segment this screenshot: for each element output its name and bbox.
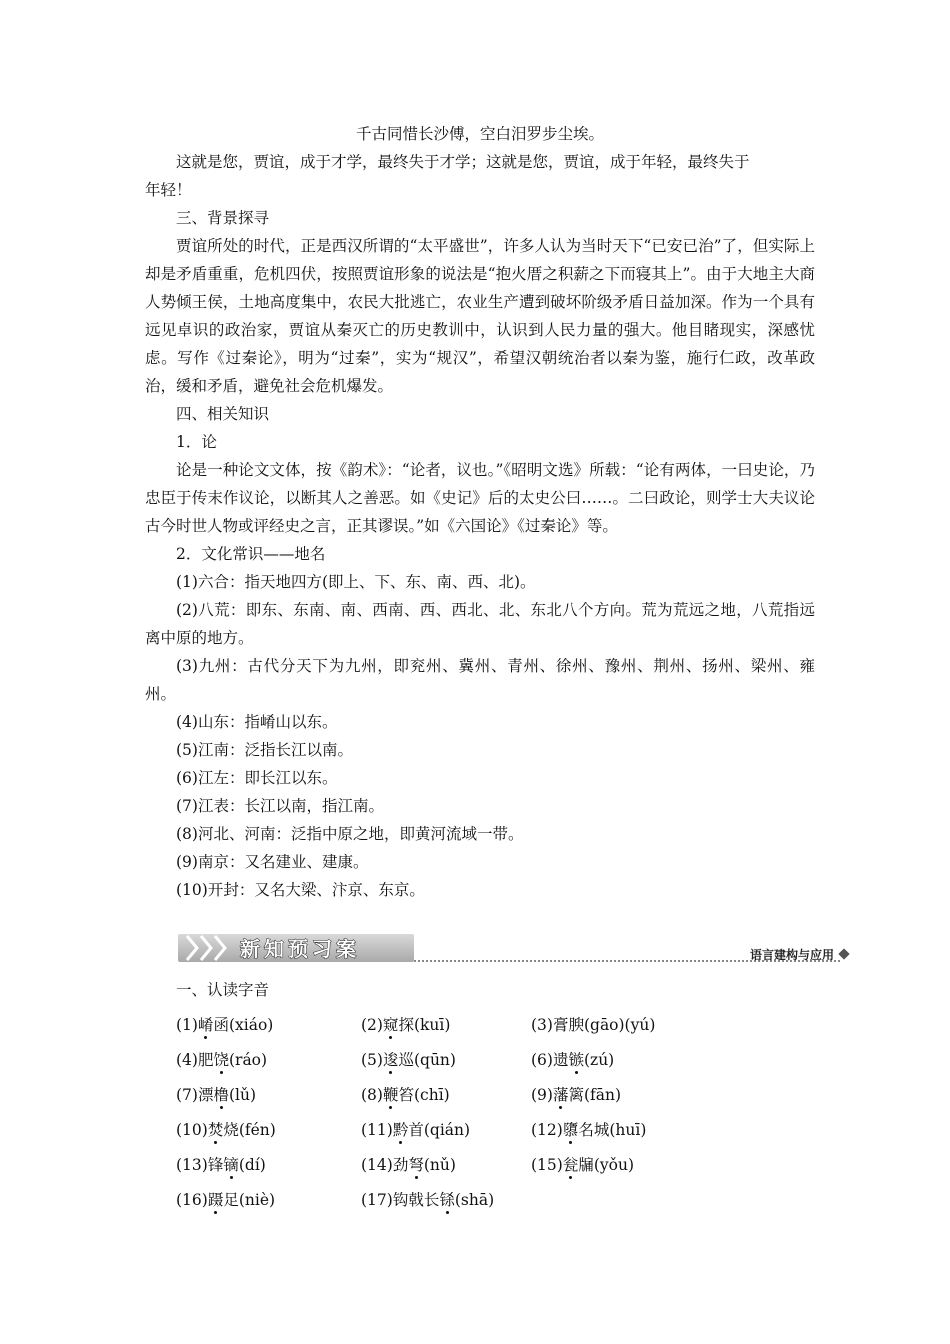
closing-line: 这就是您，贾谊，成于才学，最终失于才学；这就是您，贾谊，成于年轻，最终失于 xyxy=(176,153,750,171)
vocab-item: (8)鞭笞(chī) xyxy=(361,1085,450,1104)
poem-line: 千古同惜长沙傅，空白汨罗步尘埃。 xyxy=(355,125,604,143)
place-item: (9)南京：又名建业、建康。 xyxy=(176,853,369,871)
place-item: (3)九州：古代分天下为九州，即兖州、冀州、青州、徐州、豫州、荆州、扬州、梁州、雍州。 xyxy=(145,657,815,703)
closing-line-end: 年轻！ xyxy=(145,181,192,199)
lun-paragraph: 论是一种论文文体，按《韵术》：“论者，议也。”《昭明文选》所载：“论有两体，一曰史论，乃忠臣于传末作议论，以断其人之善恶。如《史记》后的太史公曰……。二曰政论，则学士大夫议论古今时世人物或评经史之言，正其谬误。”如《六国论》《过秦论》等。 xyxy=(145,461,815,535)
place-item: (2)八荒：即东、东南、南、西南、西、西北、北、东北八个方向。荒为荒远之地，八荒指远离中原的地方。 xyxy=(145,601,815,647)
subheading-lun: 1．论 xyxy=(176,433,217,451)
vocab-item: (15)瓮牖(yǒu) xyxy=(531,1155,635,1174)
section-heading-background: 三、背景探寻 xyxy=(176,209,270,227)
vocab-item: (2)窥探(kuī) xyxy=(361,1015,451,1034)
section-heading-knowledge: 四、相关知识 xyxy=(176,405,270,423)
vocab-item: (4)肥饶(ráo) xyxy=(176,1050,268,1069)
vocab-item: (10)焚烧(fén) xyxy=(176,1120,276,1139)
place-item: (4)山东：指崤山以东。 xyxy=(176,713,338,731)
vocab-row xyxy=(176,1181,816,1216)
place-item: (6)江左：即长江以东。 xyxy=(176,769,338,787)
vocab-item: (7)漂橹(lǔ) xyxy=(176,1085,257,1104)
place-item: (5)江南：泛指长江以南。 xyxy=(176,741,353,759)
place-item: (1)六合：指天地四方(即上、下、东、南、西、北)。 xyxy=(176,573,536,591)
document-body xyxy=(145,120,815,904)
place-item: (10)开封：又名大梁、汴京、东京。 xyxy=(176,881,425,899)
place-item: (8)河北、河南：泛指中原之地，即黄河流域一带。 xyxy=(176,825,524,843)
vocab-item: (14)劲弩(nǔ) xyxy=(361,1155,456,1174)
pronunciation-section xyxy=(176,976,816,1216)
vocab-row xyxy=(176,1006,816,1041)
vocab-item: (5)逡巡(qūn) xyxy=(361,1050,456,1069)
vocab-item: (12)隳名城(huī) xyxy=(531,1120,647,1139)
place-item: (7)江表：长江以南，指江南。 xyxy=(176,797,384,815)
vocab-row xyxy=(176,1111,816,1146)
vocab-row xyxy=(176,1076,816,1111)
subheading-place-names: 2．文化常识——地名 xyxy=(176,545,326,563)
vocab-item: (6)遗镞(zú) xyxy=(531,1050,615,1069)
vocab-grid xyxy=(176,1006,816,1216)
diamond-icon xyxy=(838,948,849,959)
vocab-item: (3)膏腴(gāo)(yú) xyxy=(531,1015,656,1034)
section-heading-pronunciation: 一、认读字音 xyxy=(176,981,270,999)
chevron-right-icon xyxy=(212,934,228,962)
vocab-item: (16)蹑足(niè) xyxy=(176,1190,276,1209)
vocab-item: (9)藩篱(fān) xyxy=(531,1085,622,1104)
vocab-item: (1)崤函(xiáo) xyxy=(176,1015,274,1034)
banner-tag: 语言建构与应用 xyxy=(749,948,834,962)
vocab-item: (17)钩戟长铩(shā) xyxy=(361,1190,495,1209)
vocab-item: (13)锋镝(dí) xyxy=(176,1155,266,1174)
vocab-row xyxy=(176,1146,816,1181)
banner-title: 新知预习案 xyxy=(240,937,360,961)
background-paragraph: 贾谊所处的时代，正是西汉所谓的“太平盛世”，许多人认为当时天下“已安已治”了，但实际上却是矛盾重重，危机四伏，按照贾谊形象的说法是“抱火厝之积薪之下而寝其上”。由于大地主大商人势倾王侯，土地高度集中，农民大批逃亡，农业生产遭到破坏阶级矛盾日益加深。作为一个具有远见卓识的政治家，贾谊从秦灭亡的历史教训中，认识到人民力量的强大。他目睹现实，深感忧虑。写作《过秦论》，明为“过秦”，实为“规汉”，希望汉朝统治者以秦为鉴，施行仁政，改革政治，缓和矛盾，避免社会危机爆发。 xyxy=(145,237,815,395)
vocab-item: (11)黔首(qián) xyxy=(361,1120,471,1139)
section-banner xyxy=(178,930,850,968)
vocab-row xyxy=(176,1041,816,1076)
